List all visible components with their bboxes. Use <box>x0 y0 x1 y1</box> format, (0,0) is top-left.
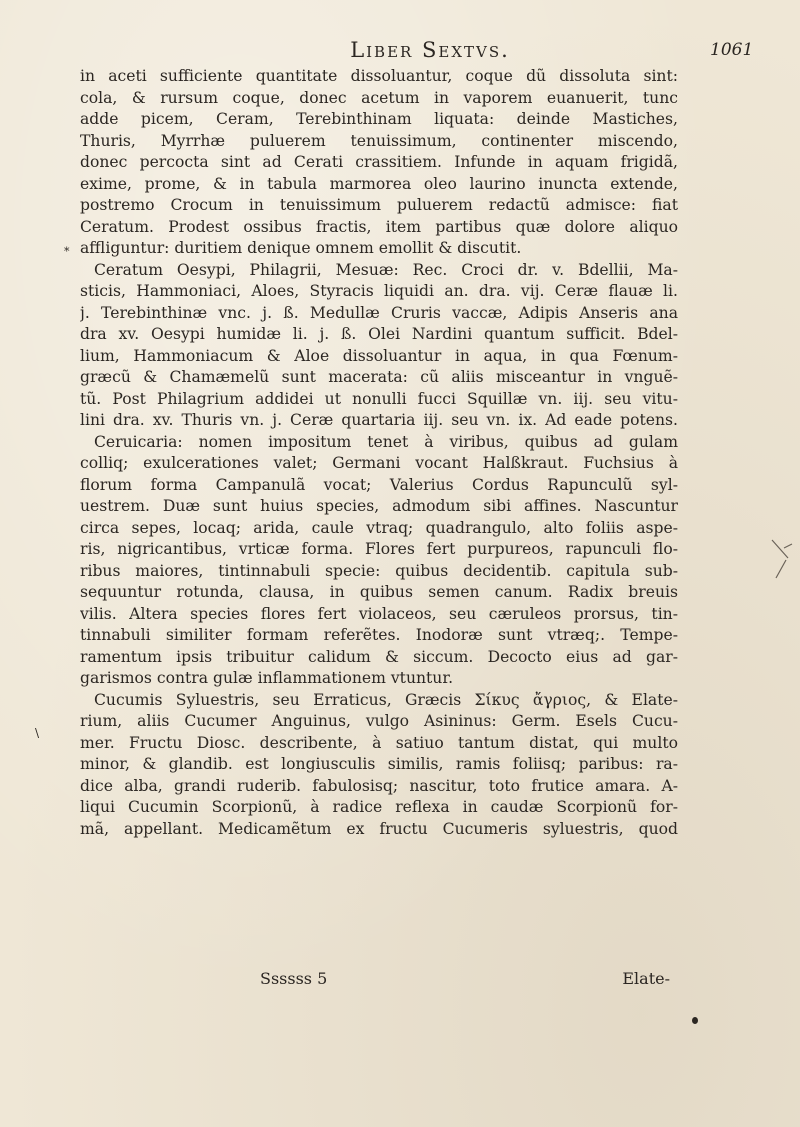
text-line: græcũ & Chamæmelũ sunt macerata: cũ aliis misceantur in vnguẽ- <box>80 368 678 386</box>
text-line: tinnabuli similiter formam referẽtes. Inodoræ sunt vtræq;. Tempe- <box>80 626 678 644</box>
body-text <box>80 66 678 840</box>
text-line: adde picem, Ceram, Terebinthinam liquata: deinde Mastiches, <box>80 110 678 128</box>
gutter-tick-mark: \ <box>35 726 40 740</box>
text-line: rium, aliis Cucumer Anguinus, vulgo Asininus: Germ. Esels Cucu- <box>80 712 678 730</box>
text-line: lini dra. xv. Thuris vn. j. Ceræ quartaria iij. seu vn. ix. Ad eade potens. <box>80 411 678 429</box>
text-line: in aceti sufficiente quantitate dissoluantur, coque dũ dissoluta sint: <box>80 67 678 85</box>
text-line: Ceratum. Prodest ossibus fractis, item partibus quæ dolore aliquo <box>80 217 678 236</box>
ink-dot <box>692 1017 698 1024</box>
text-line: circa sepes, locaq; arida, caule vtraq; quadrangulo, alto foliis aspe- <box>80 518 678 537</box>
catchword: Elate- <box>622 969 670 988</box>
text-line: cola, & rursum coque, donec acetum in vaporem euanuerit, tunc <box>80 88 678 107</box>
text-line: ris, nigricantibus, vrticæ forma. Flores fert purpureos, rapunculi flo- <box>80 540 678 558</box>
text-line: colliq; exulcerationes valet; Germani vocant Halßkraut. Fuchsius à <box>80 454 678 472</box>
text-line: dice alba, grandi ruderib. fabulosisq; nascitur, toto frutice amara. A- <box>80 776 678 795</box>
page-number: 1061 <box>710 40 754 60</box>
text-line: minor, & glandib. est longiusculis similis, ramis foliisq; paribus: ra- <box>80 755 678 773</box>
text-line: affliguntur: duritiem denique omnem emollit & discutit. <box>80 239 522 257</box>
marginal-pen-mark-icon <box>768 538 796 582</box>
text-line: Thuris, Myrrhæ puluerem tenuissimum, continenter miscendo, <box>80 131 678 150</box>
text-line: mer. Fructu Diosc. describente, à satiuo tantum distat, qui multo <box>80 733 678 752</box>
text-line: ribus maiores, tintinnabuli specie: quibus decidentib. capitula sub- <box>80 561 678 580</box>
text-line: donec percocta sint ad Cerati crassitiem. Infunde in aquam frigidã, <box>80 153 678 171</box>
text-line: Cucumis Syluestris, seu Erraticus, Græcis Σίκυς ἄγριος, & Elate- <box>94 690 678 709</box>
text-line: uestrem. Duæ sunt huius species, admodum sibi affines. Nascuntur <box>80 497 678 515</box>
text-line: florum forma Campanulã vocat; Valerius Cordus Rapunculũ syl- <box>80 475 678 494</box>
text-line: vilis. Altera species flores fert violaceos, seu cæruleos prorsus, tin- <box>80 604 678 623</box>
text-line: dra xv. Oesypi humidæ li. j. ß. Olei Nardini quantum sufficit. Bdel- <box>80 325 678 343</box>
text-line: postremo Crocum in tenuissimum puluerem redactũ admisce: fiat <box>80 196 678 214</box>
asterisk-mark: * <box>64 245 70 258</box>
text-line: exime, prome, & in tabula marmorea oleo laurino inuncta extende, <box>80 174 678 193</box>
text-line: lium, Hammoniacum & Aloe dissoluantur in aqua, in qua Fœnum- <box>80 346 678 365</box>
signature-mark: Ssssss 5 <box>260 969 328 988</box>
page-footer <box>260 969 670 991</box>
text-line: sticis, Hammoniaci, Aloes, Styracis liquidi an. dra. vij. Ceræ flauæ li. <box>80 282 678 300</box>
text-line: mã, appellant. Medicamẽtum ex fructu Cucumeris syluestris, quod <box>80 819 678 838</box>
text-line: ramentum ipsis tribuitur calidum & siccum. Decocto eius ad gar- <box>80 647 678 666</box>
text-line: Ceruicaria: nomen impositum tenet à viribus, quibus ad gulam <box>94 432 678 451</box>
text-line: liqui Cucumin Scorpionũ, à radice reflexa in caudæ Scorpionũ for- <box>80 798 678 816</box>
text-line: tũ. Post Philagrium addidei ut nonulli fucci Squillæ vn. iij. seu vitu- <box>80 389 678 408</box>
text-line: garismos contra gulæ inflammationem vtuntur. <box>80 669 454 687</box>
running-head: Liber Sextvs. <box>350 38 510 62</box>
text-line: sequuntur rotunda, clausa, in quibus semen canum. Radix breuis <box>80 583 678 601</box>
text-line: Ceratum Oesypi, Philagrii, Mesuæ: Rec. Croci dr. v. Bdellii, Ma- <box>94 260 678 279</box>
text-line: j. Terebinthinæ vnc. j. ß. Medullæ Cruris vaccæ, Adipis Anseris ana <box>80 303 678 322</box>
